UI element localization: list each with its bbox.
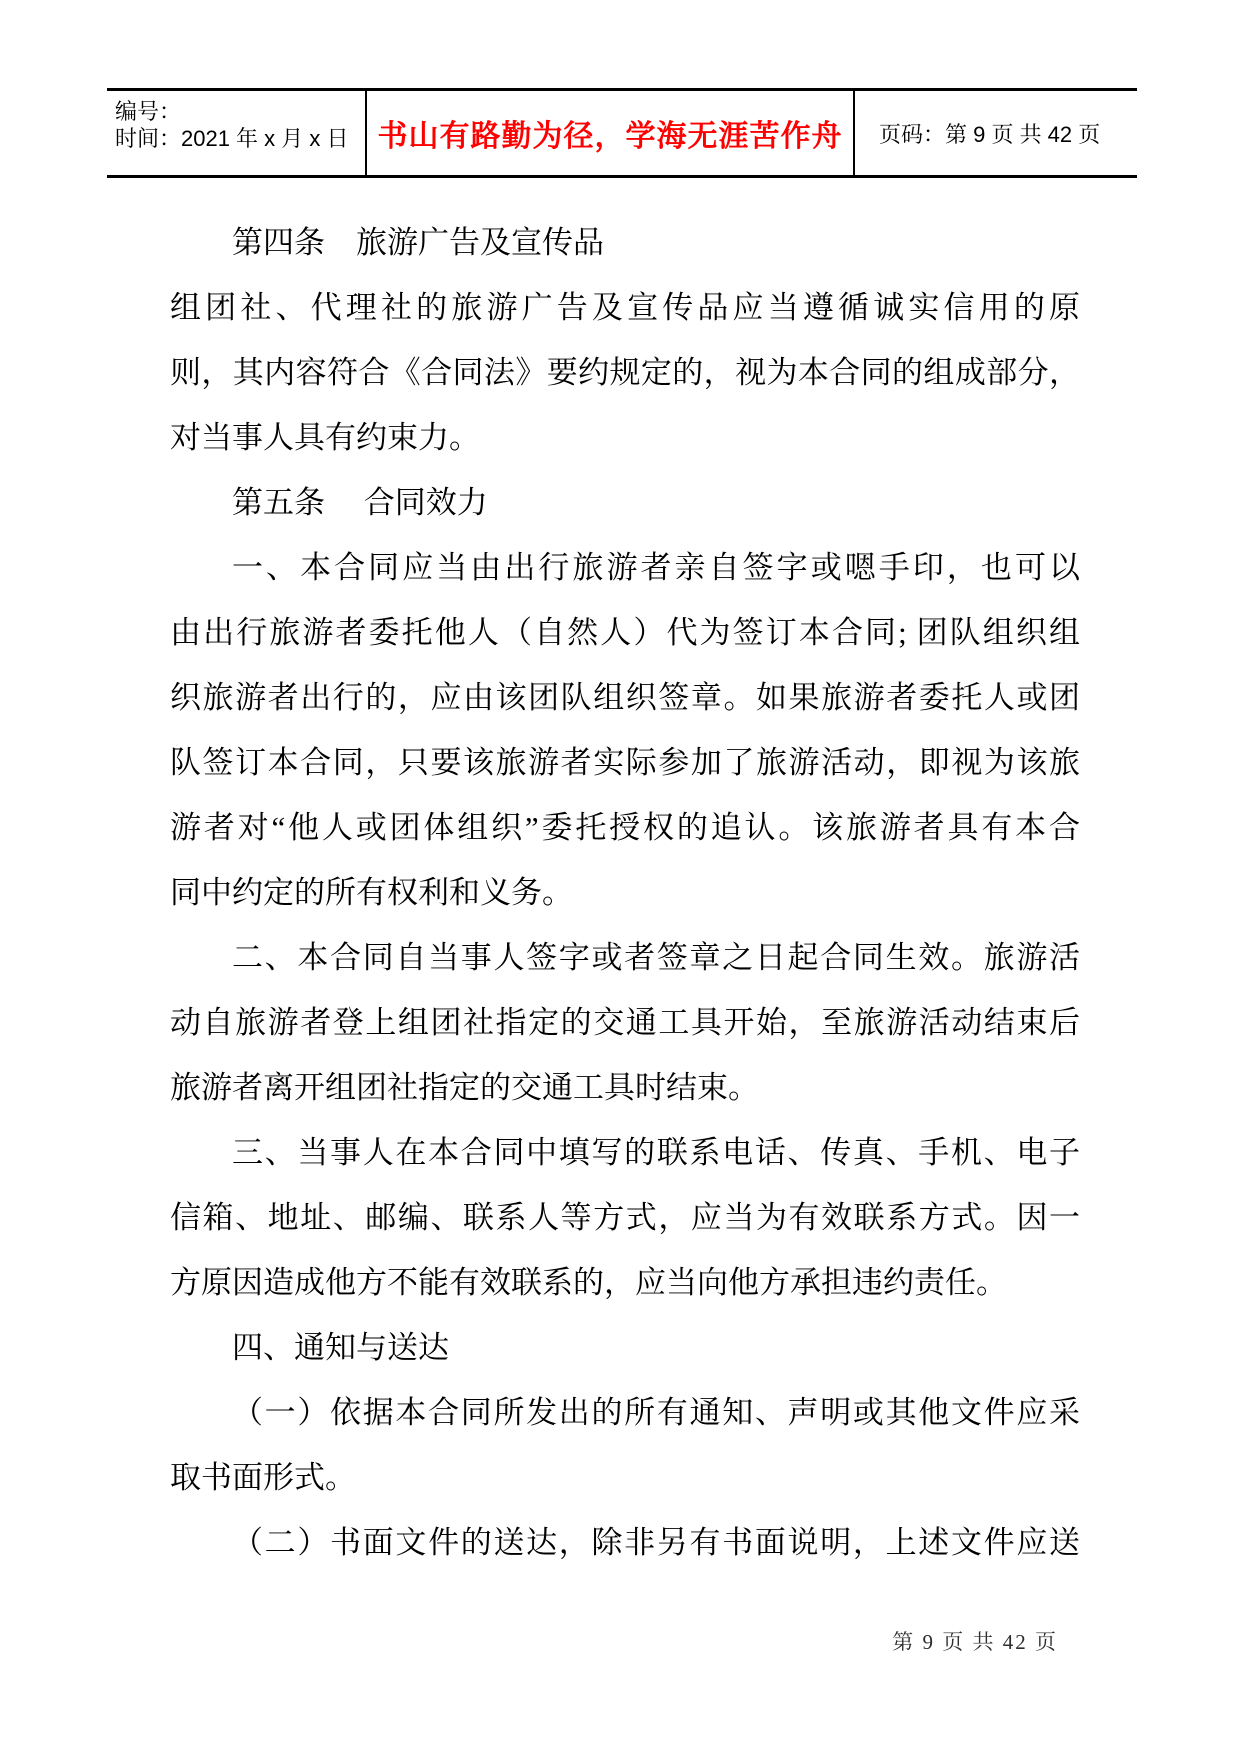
- body-text-line: 一、本合同应当由出行旅游者亲自签字或嗯手印，也可以: [232, 550, 1080, 585]
- body-text-line: 四、通知与送达: [232, 1330, 449, 1365]
- body-text-line: 由出行旅游者委托他人（自然人）代为签订本合同; 团队组织组: [170, 615, 1080, 650]
- footer-page-number: 第 9 页 共 42 页: [892, 1630, 1058, 1654]
- body-text-line: 二、本合同自当事人签字或者签章之日起合同生效。旅游活: [232, 940, 1080, 975]
- header-number-time-cell: [107, 91, 367, 175]
- body-text-line: 方原因造成他方不能有效联系的，应当向他方承担违约责任。: [170, 1265, 1007, 1300]
- body-text-line: 三、当事人在本合同中填写的联系电话、传真、手机、电子: [232, 1135, 1080, 1170]
- body-text-line: 动自旅游者登上组团社指定的交通工具开始，至旅游活动结束后: [170, 1005, 1080, 1040]
- document-number-label: 编号：: [115, 99, 182, 124]
- body-text-line: 第五条 合同效力: [232, 485, 488, 520]
- body-text-line: （一）依据本合同所发出的所有通知、声明或其他文件应采: [232, 1395, 1080, 1430]
- body-text-line: 织旅游者出行的，应由该团队组织签章。如果旅游者委托人或团: [170, 680, 1080, 715]
- page-footer: [170, 1626, 1058, 1656]
- body-text-line: 对当事人具有约束力。: [170, 420, 480, 455]
- body-text-line: 组团社、代理社的旅游广告及宣传品应当遵循诚实信用的原: [170, 290, 1080, 325]
- contract-body: [170, 210, 1080, 1575]
- page-header-table: [107, 88, 1137, 178]
- body-text-line: （二）书面文件的送达，除非另有书面说明，上述文件应送: [232, 1525, 1080, 1560]
- document-date-label: 时间：2021 年 x 月 x 日: [115, 126, 349, 151]
- body-text-line: 信箱、地址、邮编、联系人等方式，应当为有效联系方式。因一: [170, 1200, 1080, 1235]
- slogan-text: 书山有路勤为径，学海无涯苦作舟: [377, 120, 843, 153]
- body-text-line: 取书面形式。: [170, 1460, 356, 1495]
- body-text-line: 第四条 旅游广告及宣传品: [232, 225, 604, 260]
- body-text-line: 同中约定的所有权利和义务。: [170, 875, 573, 910]
- body-text-line: 游者对“他人或团体组织”委托授权的追认。该旅游者具有本合: [170, 810, 1080, 845]
- header-page-cell: [855, 91, 1137, 175]
- header-page-number: 页码：第 9 页 共 42 页: [879, 121, 1101, 147]
- body-text-line: 旅游者离开组团社指定的交通工具时结束。: [170, 1070, 759, 1105]
- header-slogan-cell: [367, 91, 855, 175]
- body-text-line: 队签订本合同，只要该旅游者实际参加了旅游活动，即视为该旅: [170, 745, 1080, 780]
- body-text-line: 则，其内容符合《合同法》要约规定的，视为本合同的组成部分，: [170, 355, 1080, 390]
